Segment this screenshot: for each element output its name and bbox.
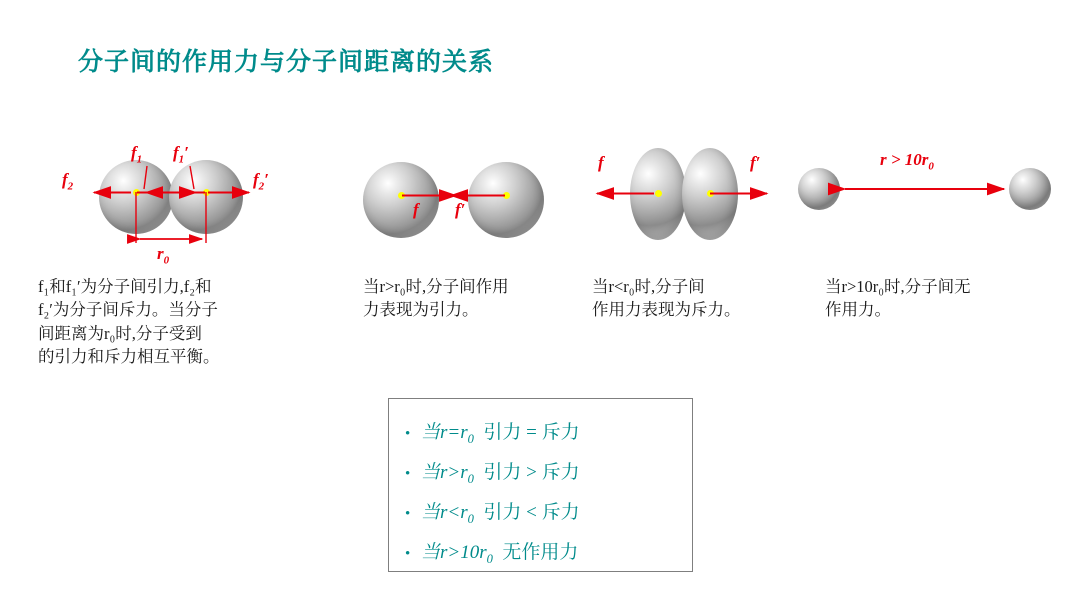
label-f-text: f xyxy=(413,200,419,219)
caption-line: 作用力表现为斥力。 xyxy=(592,300,741,320)
bullet-marker: • xyxy=(405,466,411,482)
page-title: 分子间的作用力与分子间距离的关系 xyxy=(78,48,495,76)
bullet-condition: 当r<r xyxy=(421,502,468,523)
label-fp-text: f xyxy=(750,153,756,172)
bullet-condition: 当r>r xyxy=(421,462,468,483)
label-fp-text: f xyxy=(455,200,461,219)
label-f2p-prime-mark: ′ xyxy=(264,170,269,189)
label-fp-prime-mark: ′ xyxy=(755,153,761,172)
summary-box xyxy=(388,398,693,572)
caption-line: 的引力和斥力相互平衡。 xyxy=(38,347,220,367)
label-r-gt-sub: 0 xyxy=(928,160,934,173)
caption-no-force xyxy=(825,275,1045,322)
summary-bullet-2 xyxy=(405,457,580,487)
bullet-condition: 当r>10r xyxy=(421,542,487,563)
bullet-condition-sub: 0 xyxy=(467,471,474,486)
label-f2-text: f xyxy=(62,170,68,189)
label-f1p-sub: 1 xyxy=(178,153,185,166)
caption-line: 当r<r₀时,分子间 xyxy=(592,277,705,296)
bullet-condition-sub: 0 xyxy=(467,511,474,526)
label-f1-text: f xyxy=(131,143,137,162)
label-f1p-prime-mark: ′ xyxy=(184,143,189,162)
bullet-relation: 引力 = 斥力 xyxy=(483,422,580,443)
label-f1-sub: 1 xyxy=(136,153,143,166)
caption-line: 力表现为引力。 xyxy=(363,300,479,320)
label-f2p-sub: 2 xyxy=(258,180,265,193)
bullet-marker: • xyxy=(405,426,411,442)
label-r0-sub: 0 xyxy=(163,254,170,267)
bullet-marker: • xyxy=(405,546,411,562)
label-f2p-text: f xyxy=(253,170,259,189)
bullet-relation: 无作用力 xyxy=(502,542,579,563)
summary-bullet-4 xyxy=(405,537,578,567)
label-r0-text: r xyxy=(157,244,164,263)
label-r-gt-10r0 xyxy=(880,150,934,172)
caption-line: 作用力。 xyxy=(825,300,891,320)
caption-line: 当r>r₀时,分子间作用 xyxy=(363,277,509,296)
summary-bullet-1 xyxy=(405,417,580,447)
caption-line: 当r>10r₀时,分子间无 xyxy=(825,277,971,296)
caption-line: f₂′为分子间斥力。当分子 xyxy=(38,300,218,320)
bullet-condition: 当r=r xyxy=(421,422,468,443)
bullet-condition-sub: 0 xyxy=(467,431,474,446)
label-f-text: f xyxy=(598,153,604,172)
bullet-marker: • xyxy=(405,506,411,522)
caption-line: f₁和f₁′为分子间引力,f₂和 xyxy=(38,277,212,296)
label-r-gt-text: r > 10r xyxy=(880,150,929,169)
label-f2-sub: 2 xyxy=(67,180,74,193)
label-f1p-text: f xyxy=(173,143,179,162)
label-fp-prime-mark: ′ xyxy=(460,200,466,219)
bullet-relation: 引力 > 斥力 xyxy=(483,462,580,483)
caption-line: 间距离为r₀时,分子受到 xyxy=(38,323,202,343)
summary-bullet-3 xyxy=(405,497,580,527)
bullet-relation: 引力 < 斥力 xyxy=(483,502,580,523)
bullet-condition-sub: 0 xyxy=(486,551,493,566)
